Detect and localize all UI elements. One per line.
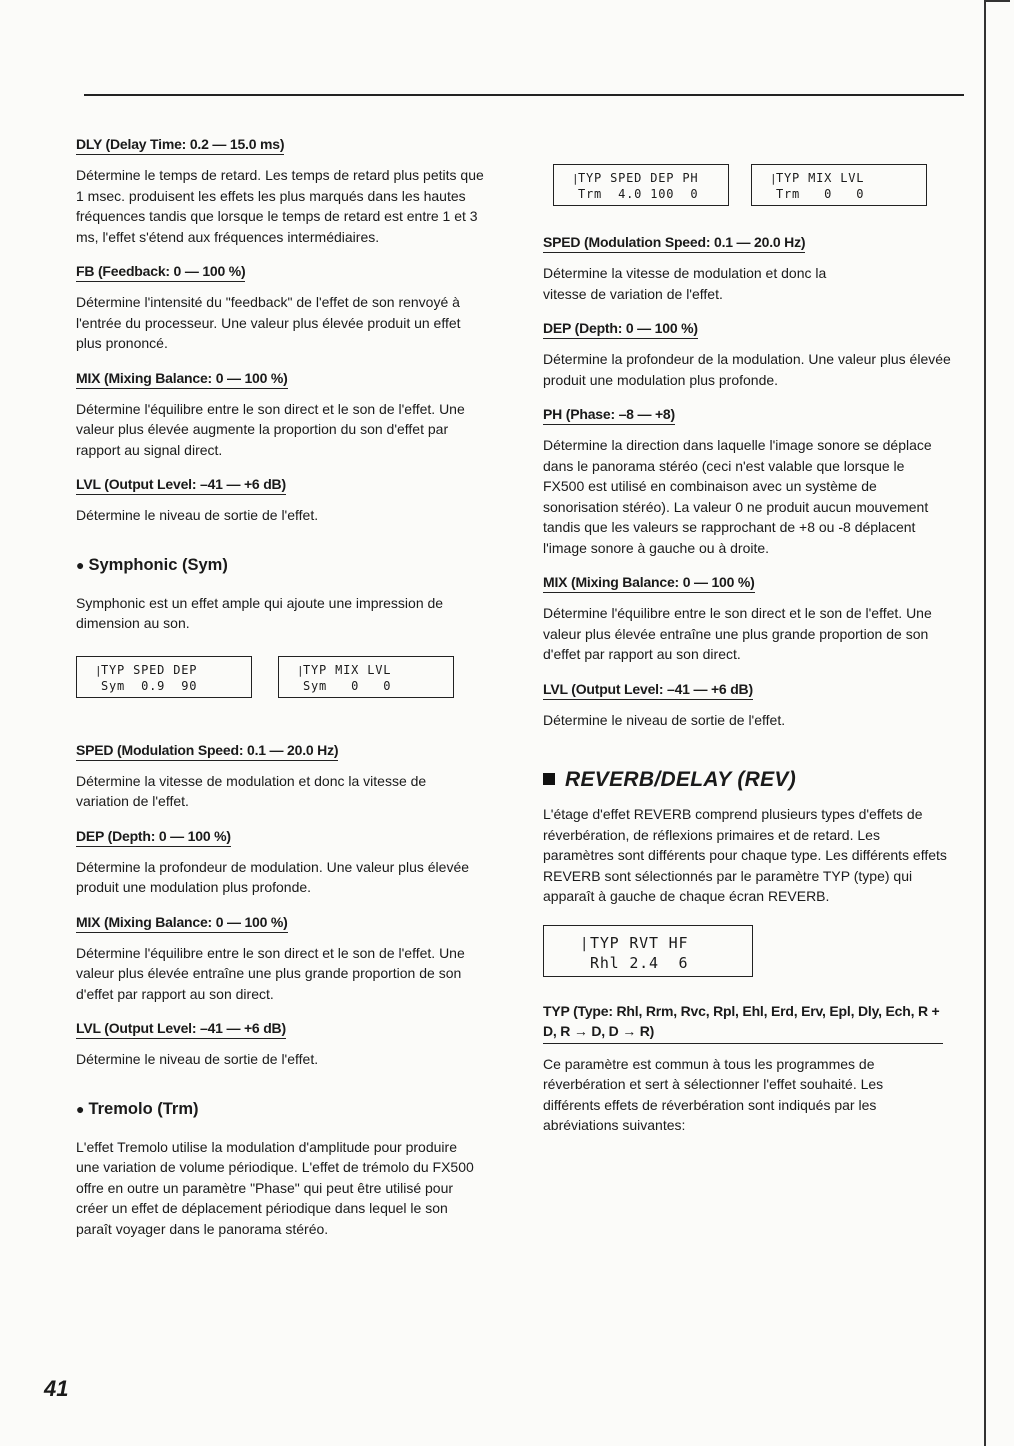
sped-text: Détermine la vitesse de modulation et donc la vitesse de variation de l'effet. (76, 772, 427, 809)
cursor-icon: | (572, 172, 580, 185)
lcd-line2: Sym 0 0 (303, 678, 392, 693)
tremolo-text: L'effet Tremolo utilise la modulation d'amplitude pour produire une variation de volume périodique. L'effet de trémolo du FX500 offre en outre un paramètre "Phase" qui peut être utilisé pour créer un effet de déplacement périodique dans lequel le son paraît voyager dans le panorama stéréo. (76, 1138, 474, 1237)
dep-heading: DEP (Depth: 0 — 100 %) (543, 320, 698, 339)
reverb-section-title (543, 768, 963, 792)
lcd-line1: TYP MIX LVL (776, 171, 865, 185)
sped-text: Détermine la vitesse de modulation et donc la vitesse de variation de l'effet. (543, 265, 827, 302)
lcd-sym-mix-lvl (278, 656, 454, 698)
fb-heading: FB (Feedback: 0 — 100 %) (76, 263, 245, 282)
lcd-line2: Rhl 2.4 6 (590, 953, 689, 972)
reverb-lcd-row (543, 925, 963, 977)
square-bullet-icon (543, 773, 555, 785)
page-edge (984, 0, 986, 1446)
dep-heading: DEP (Depth: 0 — 100 %) (76, 828, 231, 847)
cursor-icon: | (580, 935, 590, 952)
sped-heading: SPED (Modulation Speed: 0.1 — 20.0 Hz) (76, 742, 338, 761)
symphonic-text: Symphonic est un effet ample qui ajoute une impression de dimension au son. (76, 594, 444, 631)
tremolo-lcd-row (553, 164, 963, 206)
lcd-line1: TYP MIX LVL (303, 662, 392, 677)
dly-heading: DLY (Delay Time: 0.2 — 15.0 ms) (76, 136, 284, 155)
bullet-icon: ● (76, 556, 85, 573)
reverb-text: L'étage d'effet REVERB comprend plusieurs types d'effets de réverbération, de réflexions primaires et de retard. Les paramètres sont différents pour chaque type. Les différents effets REVERB sont sélectionnés par le paramètre TYP (type) qui apparaît à gauche de chaque écran REVERB. (543, 806, 947, 904)
lcd-line2: Trm 4.0 100 0 (578, 187, 699, 201)
dly-text: Détermine le temps de retard. Les temps de retard plus petits que 1 msec. produisent les effets les plus marqués dans les hautes fréquences tandis que lorsque le temps de retard est entre 1 et 3 ms, l'effet s'étend aux fréquences intermédiaires. (76, 167, 484, 245)
fb-text: Détermine l'intensité du "feedback" de l'effet de son renvoyé à l'entrée du processeur. Une valeur plus élevée produit un effet plus prononcé. (76, 294, 461, 351)
mix2-heading: MIX (Mixing Balance: 0 — 100 %) (76, 914, 288, 933)
sped-heading: SPED (Modulation Speed: 0.1 — 20.0 Hz) (543, 234, 805, 253)
cursor-icon: | (770, 172, 778, 185)
lvl-text: Détermine le niveau de sortie de l'effet. (76, 507, 319, 523)
right-column (543, 160, 963, 1136)
cursor-icon: | (95, 663, 103, 677)
lcd-line1: TYP SPED DEP PH (578, 171, 699, 185)
bullet-icon: ● (76, 1100, 85, 1117)
tremolo-title-text: Tremolo (Trm) (88, 1099, 199, 1118)
lvl-text: Détermine le niveau de sortie de l'effet. (543, 711, 786, 728)
lcd-line2: Trm 0 0 (776, 187, 865, 201)
lvl2-text: Détermine le niveau de sortie de l'effet. (76, 1051, 319, 1067)
lvl-heading: LVL (Output Level: –41 — +6 dB) (76, 476, 286, 495)
mix-text: Détermine l'équilibre entre le son direct et le son de l'effet. Une valeur plus élevée augmente la proportion du son d'effet par rapport au signal direct. (76, 400, 465, 458)
cursor-icon: | (297, 663, 305, 677)
symphonic-title-text: Symphonic (Sym) (88, 555, 228, 574)
lvl-heading: LVL (Output Level: –41 — +6 dB) (543, 681, 753, 700)
lvl2-heading: LVL (Output Level: –41 — +6 dB) (76, 1020, 286, 1039)
ph-text: Détermine la direction dans laquelle l'image sonore se déplace dans le panorama stéréo (ceci n'est valable que lorsque le FX500 est utilisé en combinaison avec un système de sonorisation stéréo). La valeur 0 ne produit aucun mouvement tandis que les valeurs se rapprochant de +8 ou -8 déplacent l'image sonore à gauche ou à droite. (543, 437, 932, 556)
symphonic-lcd-row (76, 656, 496, 698)
tremolo-title (76, 1100, 496, 1119)
lcd-rev-typ-rvt-hf (543, 925, 753, 977)
mix-heading: MIX (Mixing Balance: 0 — 100 %) (76, 370, 288, 389)
lcd-line1: TYP SPED DEP (101, 662, 198, 677)
lcd-trm-sped-dep-ph (553, 164, 729, 206)
lcd-line1: TYP RVT HF (590, 933, 689, 952)
page-number: 41 (44, 1376, 69, 1401)
page-corner (984, 0, 1010, 14)
top-rule (84, 94, 964, 96)
mix-text: Détermine l'équilibre entre le son direct et le son de l'effet. Une valeur plus élevée entraîne une plus grande proportion de son d'effet par rapport au son direct. (543, 605, 932, 662)
lcd-trm-mix-lvl (751, 164, 927, 206)
reverb-title-text: REVERB/DELAY (REV) (565, 768, 796, 791)
typ-heading: TYP (Type: Rhl, Rrm, Rvc, Rpl, Ehl, Erd, Erv, Epl, Dly, Ech, R + D, R → D, D → R) (543, 1001, 943, 1044)
symphonic-title (76, 556, 496, 575)
ph-heading: PH (Phase: –8 — +8) (543, 406, 675, 425)
dep-text: Détermine la profondeur de la modulation. Une valeur plus élevée produit une modulation plus profonde. (543, 351, 951, 388)
typ-text: Ce paramètre est commun à tous les programmes de réverbération et sert à sélectionner l'effet souhaité. Les différents effets de réverbération sont indiqués par les abréviations suivantes: (543, 1055, 884, 1133)
lcd-sym-sped-dep (76, 656, 252, 698)
left-column (76, 136, 496, 1239)
mix-heading: MIX (Mixing Balance: 0 — 100 %) (543, 574, 755, 593)
lcd-line2: Sym 0.9 90 (101, 678, 198, 693)
mix2-text: Détermine l'équilibre entre le son direct et le son de l'effet. Une valeur plus élevée entraîne une plus grande proportion de son d'effet par rapport au son direct. (76, 944, 465, 1002)
dep-text: Détermine la profondeur de modulation. Une valeur plus élevée produit une modulation plus profonde. (76, 858, 470, 895)
